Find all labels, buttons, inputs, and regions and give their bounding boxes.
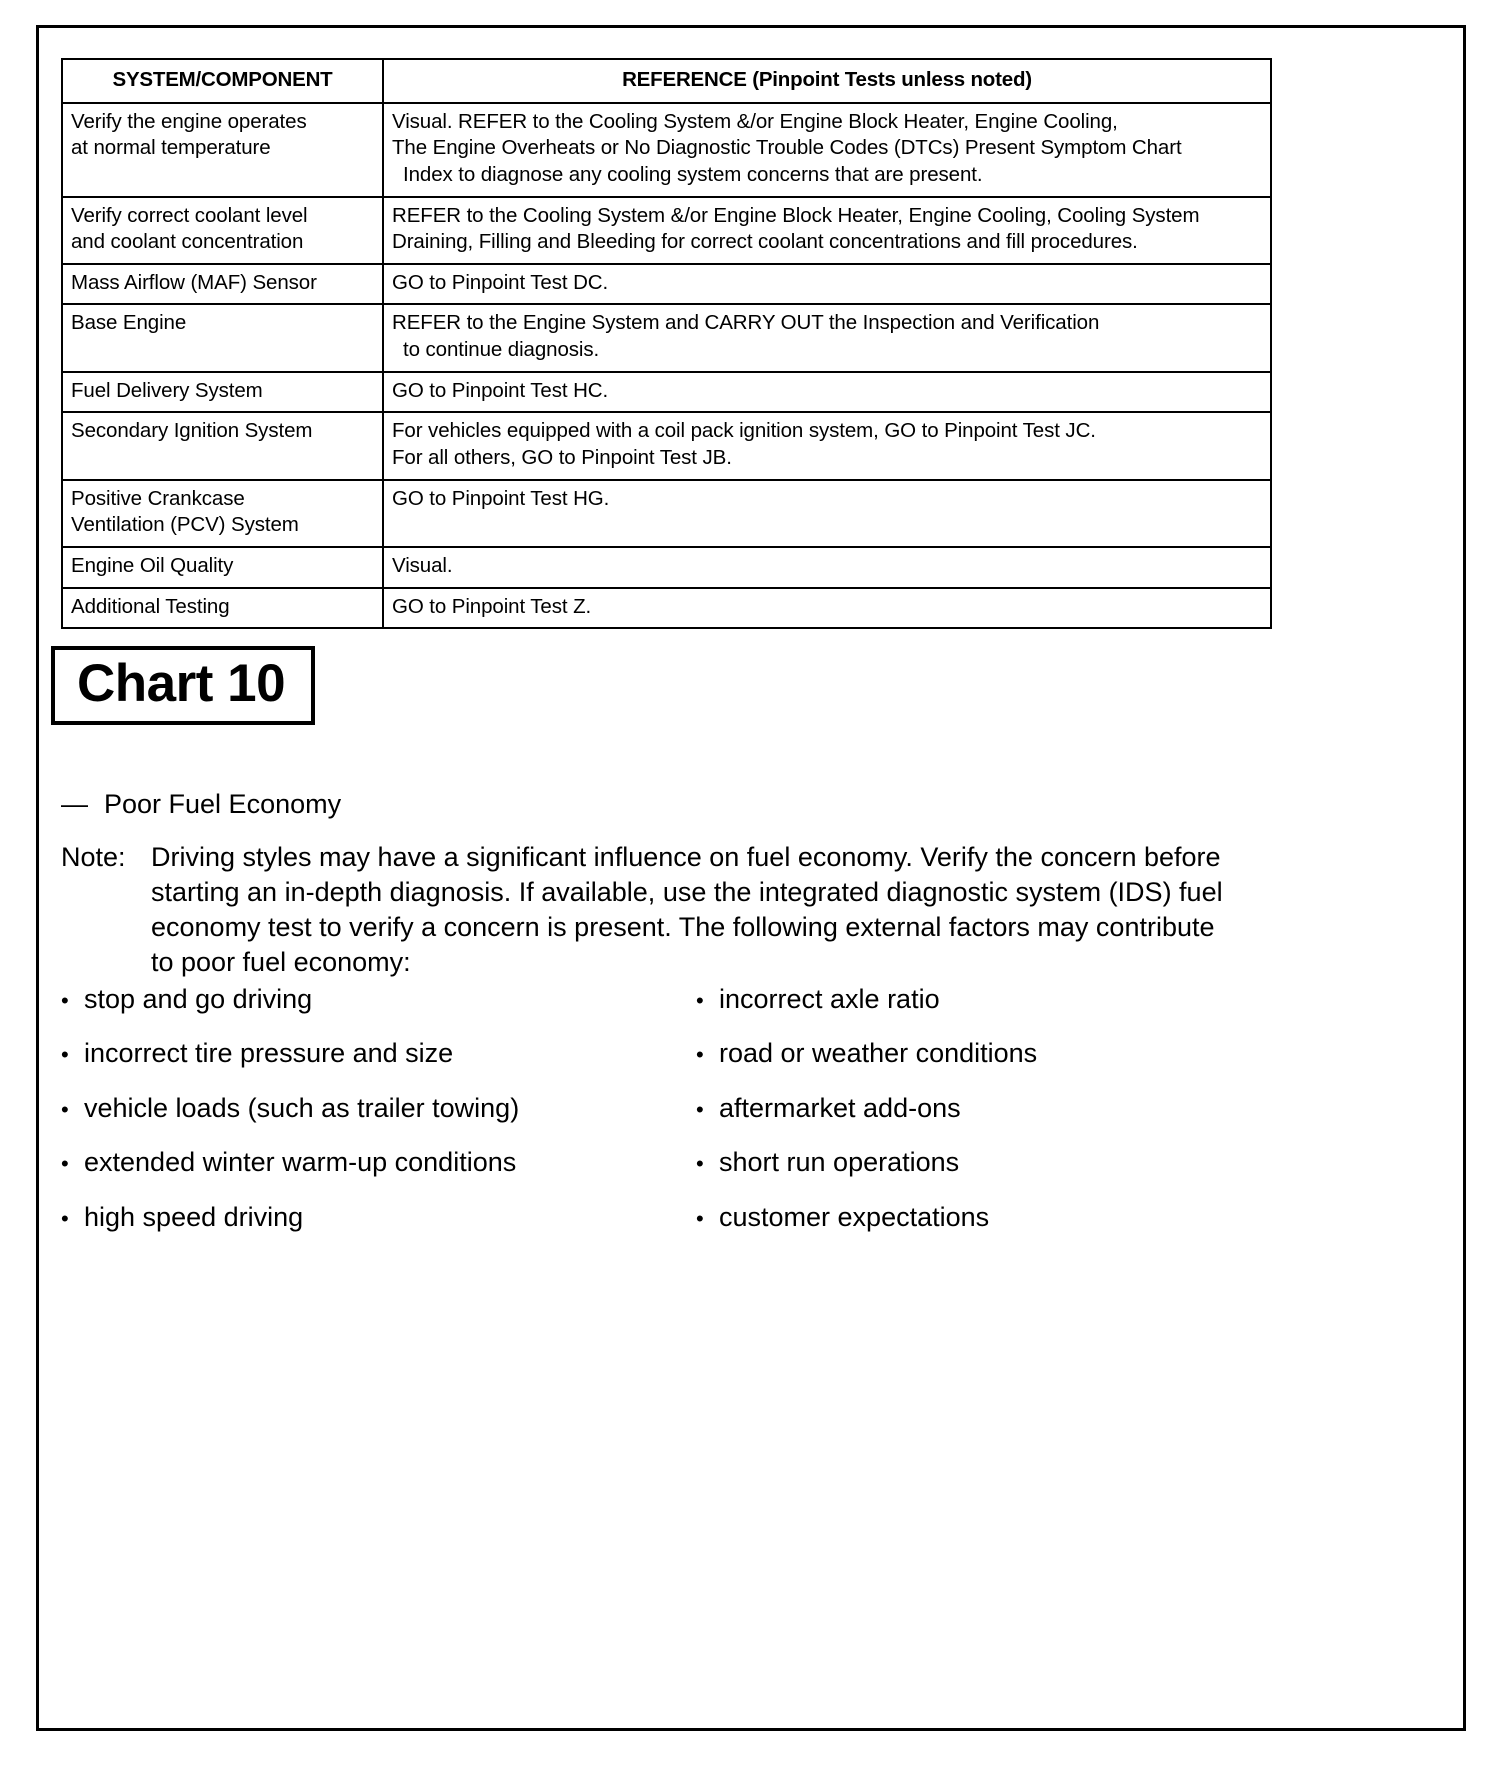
cell-text-line: REFER to the Cooling System &/or Engine Block Heater, Engine Cooling, Cooling System xyxy=(392,203,1200,227)
list-item-label: aftermarket add-ons xyxy=(719,1092,961,1123)
cell-text-line xyxy=(392,512,1262,539)
cell-reference xyxy=(383,480,1271,547)
note-text-line: economy test to verify a concern is present. The following external factors may contribute xyxy=(151,912,1215,943)
cell-system-component xyxy=(62,103,383,197)
cell-reference xyxy=(383,103,1271,197)
list-item-label: short run operations xyxy=(719,1147,960,1178)
note-body xyxy=(151,840,1274,980)
bullet-dot-icon: • xyxy=(61,1042,69,1068)
table-row xyxy=(62,304,1271,371)
cell-reference xyxy=(383,304,1271,371)
table-row xyxy=(62,264,1271,305)
table-row xyxy=(62,197,1271,264)
cell-system-component xyxy=(62,588,383,629)
bullet-dot-icon: • xyxy=(61,988,69,1013)
note-label: Note: xyxy=(61,842,126,872)
list-item xyxy=(696,1146,1301,1178)
bullet-dot-icon: • xyxy=(61,1205,69,1231)
bullet-column-right xyxy=(666,983,1301,1255)
cell-text-line: GO to Pinpoint Test HC. xyxy=(392,378,609,402)
cell-text-line: Mass Airflow (MAF) Sensor xyxy=(71,270,317,294)
list-item xyxy=(696,983,1301,1015)
table-row xyxy=(62,588,1271,629)
external-factors-bullet-lists xyxy=(61,983,1271,1255)
cell-system-component xyxy=(62,372,383,413)
cell-text-line: to continue diagnosis. xyxy=(403,338,600,362)
list-item xyxy=(61,983,666,1015)
cell-system-component xyxy=(62,264,383,305)
cell-reference xyxy=(383,412,1271,479)
cell-text-line: Secondary Ignition System xyxy=(71,419,313,443)
table-header-row xyxy=(62,59,1271,103)
chart-number-box xyxy=(51,646,315,725)
bullet-dot-icon: • xyxy=(61,1151,69,1177)
list-item xyxy=(696,1037,1301,1069)
bullet-dot-icon: • xyxy=(696,1205,704,1231)
note-text-line: starting an in-depth diagnosis. If available, use the integrated diagnostic system (IDS) fuel xyxy=(151,877,1223,908)
chart-number-label: Chart 10 xyxy=(77,654,286,713)
cell-text-line: Verify correct coolant level xyxy=(71,203,308,227)
bullet-dot-icon: • xyxy=(696,988,704,1013)
list-item-label: road or weather conditions xyxy=(719,1038,1038,1069)
note-text-line: Driving styles may have a significant influence on fuel economy. Verify the concern before xyxy=(151,842,1221,872)
cell-system-component xyxy=(62,304,383,371)
table-row xyxy=(62,103,1271,197)
cell-system-component xyxy=(62,412,383,479)
bullet-dot-icon: • xyxy=(696,1151,704,1177)
diagnostic-reference-table xyxy=(61,58,1272,629)
page-border xyxy=(36,25,1466,1731)
cell-text-line: at normal temperature xyxy=(71,136,271,160)
list-item-label: stop and go driving xyxy=(84,984,313,1014)
cell-text-line: Fuel Delivery System xyxy=(71,378,263,402)
bullet-column-left xyxy=(61,983,666,1255)
cell-text-line: Engine Oil Quality xyxy=(71,553,234,577)
bullet-dot-icon: • xyxy=(696,1042,704,1068)
cell-text-line: GO to Pinpoint Test Z. xyxy=(392,594,592,618)
cell-reference xyxy=(383,588,1271,629)
list-item xyxy=(61,1146,666,1178)
cell-text-line: For all others, GO to Pinpoint Test JB. xyxy=(392,446,732,470)
cell-reference xyxy=(383,264,1271,305)
table-row xyxy=(62,412,1271,479)
list-item xyxy=(696,1092,1301,1124)
cell-text-line: Draining, Filling and Bleeding for correct coolant concentrations and fill procedures. xyxy=(392,230,1138,254)
cell-text-line: GO to Pinpoint Test DC. xyxy=(392,270,609,294)
list-item-label: high speed driving xyxy=(84,1201,304,1232)
list-item xyxy=(696,1201,1301,1233)
cell-text-line: Visual. REFER to the Cooling System &/or Engine Block Heater, Engine Cooling, xyxy=(392,109,1118,133)
cell-reference xyxy=(383,547,1271,588)
cell-text-line: Visual. xyxy=(392,553,453,577)
list-item-label: incorrect axle ratio xyxy=(719,984,940,1014)
cell-text-line: GO to Pinpoint Test HG. xyxy=(392,486,610,510)
note-block xyxy=(61,840,1274,980)
bullet-dot-icon: • xyxy=(696,1096,704,1122)
cell-text-line: Index to diagnose any cooling system concerns that are present. xyxy=(403,162,983,186)
table-row xyxy=(62,480,1271,547)
cell-text-line: For vehicles equipped with a coil pack ignition system, GO to Pinpoint Test JC. xyxy=(392,419,1096,443)
symptom-title-text: Poor Fuel Economy xyxy=(104,789,342,819)
cell-text-line: Base Engine xyxy=(71,311,187,335)
cell-text-line: and coolant concentration xyxy=(71,230,304,254)
list-item-label: customer expectations xyxy=(719,1201,990,1232)
list-item xyxy=(61,1201,666,1233)
list-item xyxy=(61,1037,666,1069)
cell-text-line: The Engine Overheats or No Diagnostic Trouble Codes (DTCs) Present Symptom Chart xyxy=(392,136,1182,160)
table-body xyxy=(62,103,1271,629)
cell-reference xyxy=(383,372,1271,413)
list-item-label: incorrect tire pressure and size xyxy=(84,1038,454,1069)
symptom-heading xyxy=(61,788,341,820)
note-text-line: to poor fuel economy: xyxy=(151,947,411,978)
cell-system-component xyxy=(62,197,383,264)
cell-text-line: REFER to the Engine System and CARRY OUT the Inspection and Verification xyxy=(392,311,1100,335)
list-item xyxy=(61,1092,666,1124)
column-header-system-component: SYSTEM/COMPONENT xyxy=(62,59,383,103)
table-row xyxy=(62,547,1271,588)
cell-reference xyxy=(383,197,1271,264)
cell-system-component xyxy=(62,547,383,588)
table-row xyxy=(62,372,1271,413)
cell-text-line: Additional Testing xyxy=(71,594,230,618)
column-header-reference: REFERENCE (Pinpoint Tests unless noted) xyxy=(383,59,1271,103)
bullet-dot-icon: • xyxy=(61,1096,69,1122)
list-item-label: extended winter warm-up conditions xyxy=(84,1147,517,1178)
cell-system-component xyxy=(62,480,383,547)
cell-text-line: Ventilation (PCV) System xyxy=(71,513,299,537)
list-item-label: vehicle loads (such as trailer towing) xyxy=(84,1092,520,1123)
cell-text-line: Positive Crankcase xyxy=(71,486,245,510)
cell-text-line: Verify the engine operates xyxy=(71,109,307,133)
em-dash-icon: — xyxy=(61,789,88,819)
